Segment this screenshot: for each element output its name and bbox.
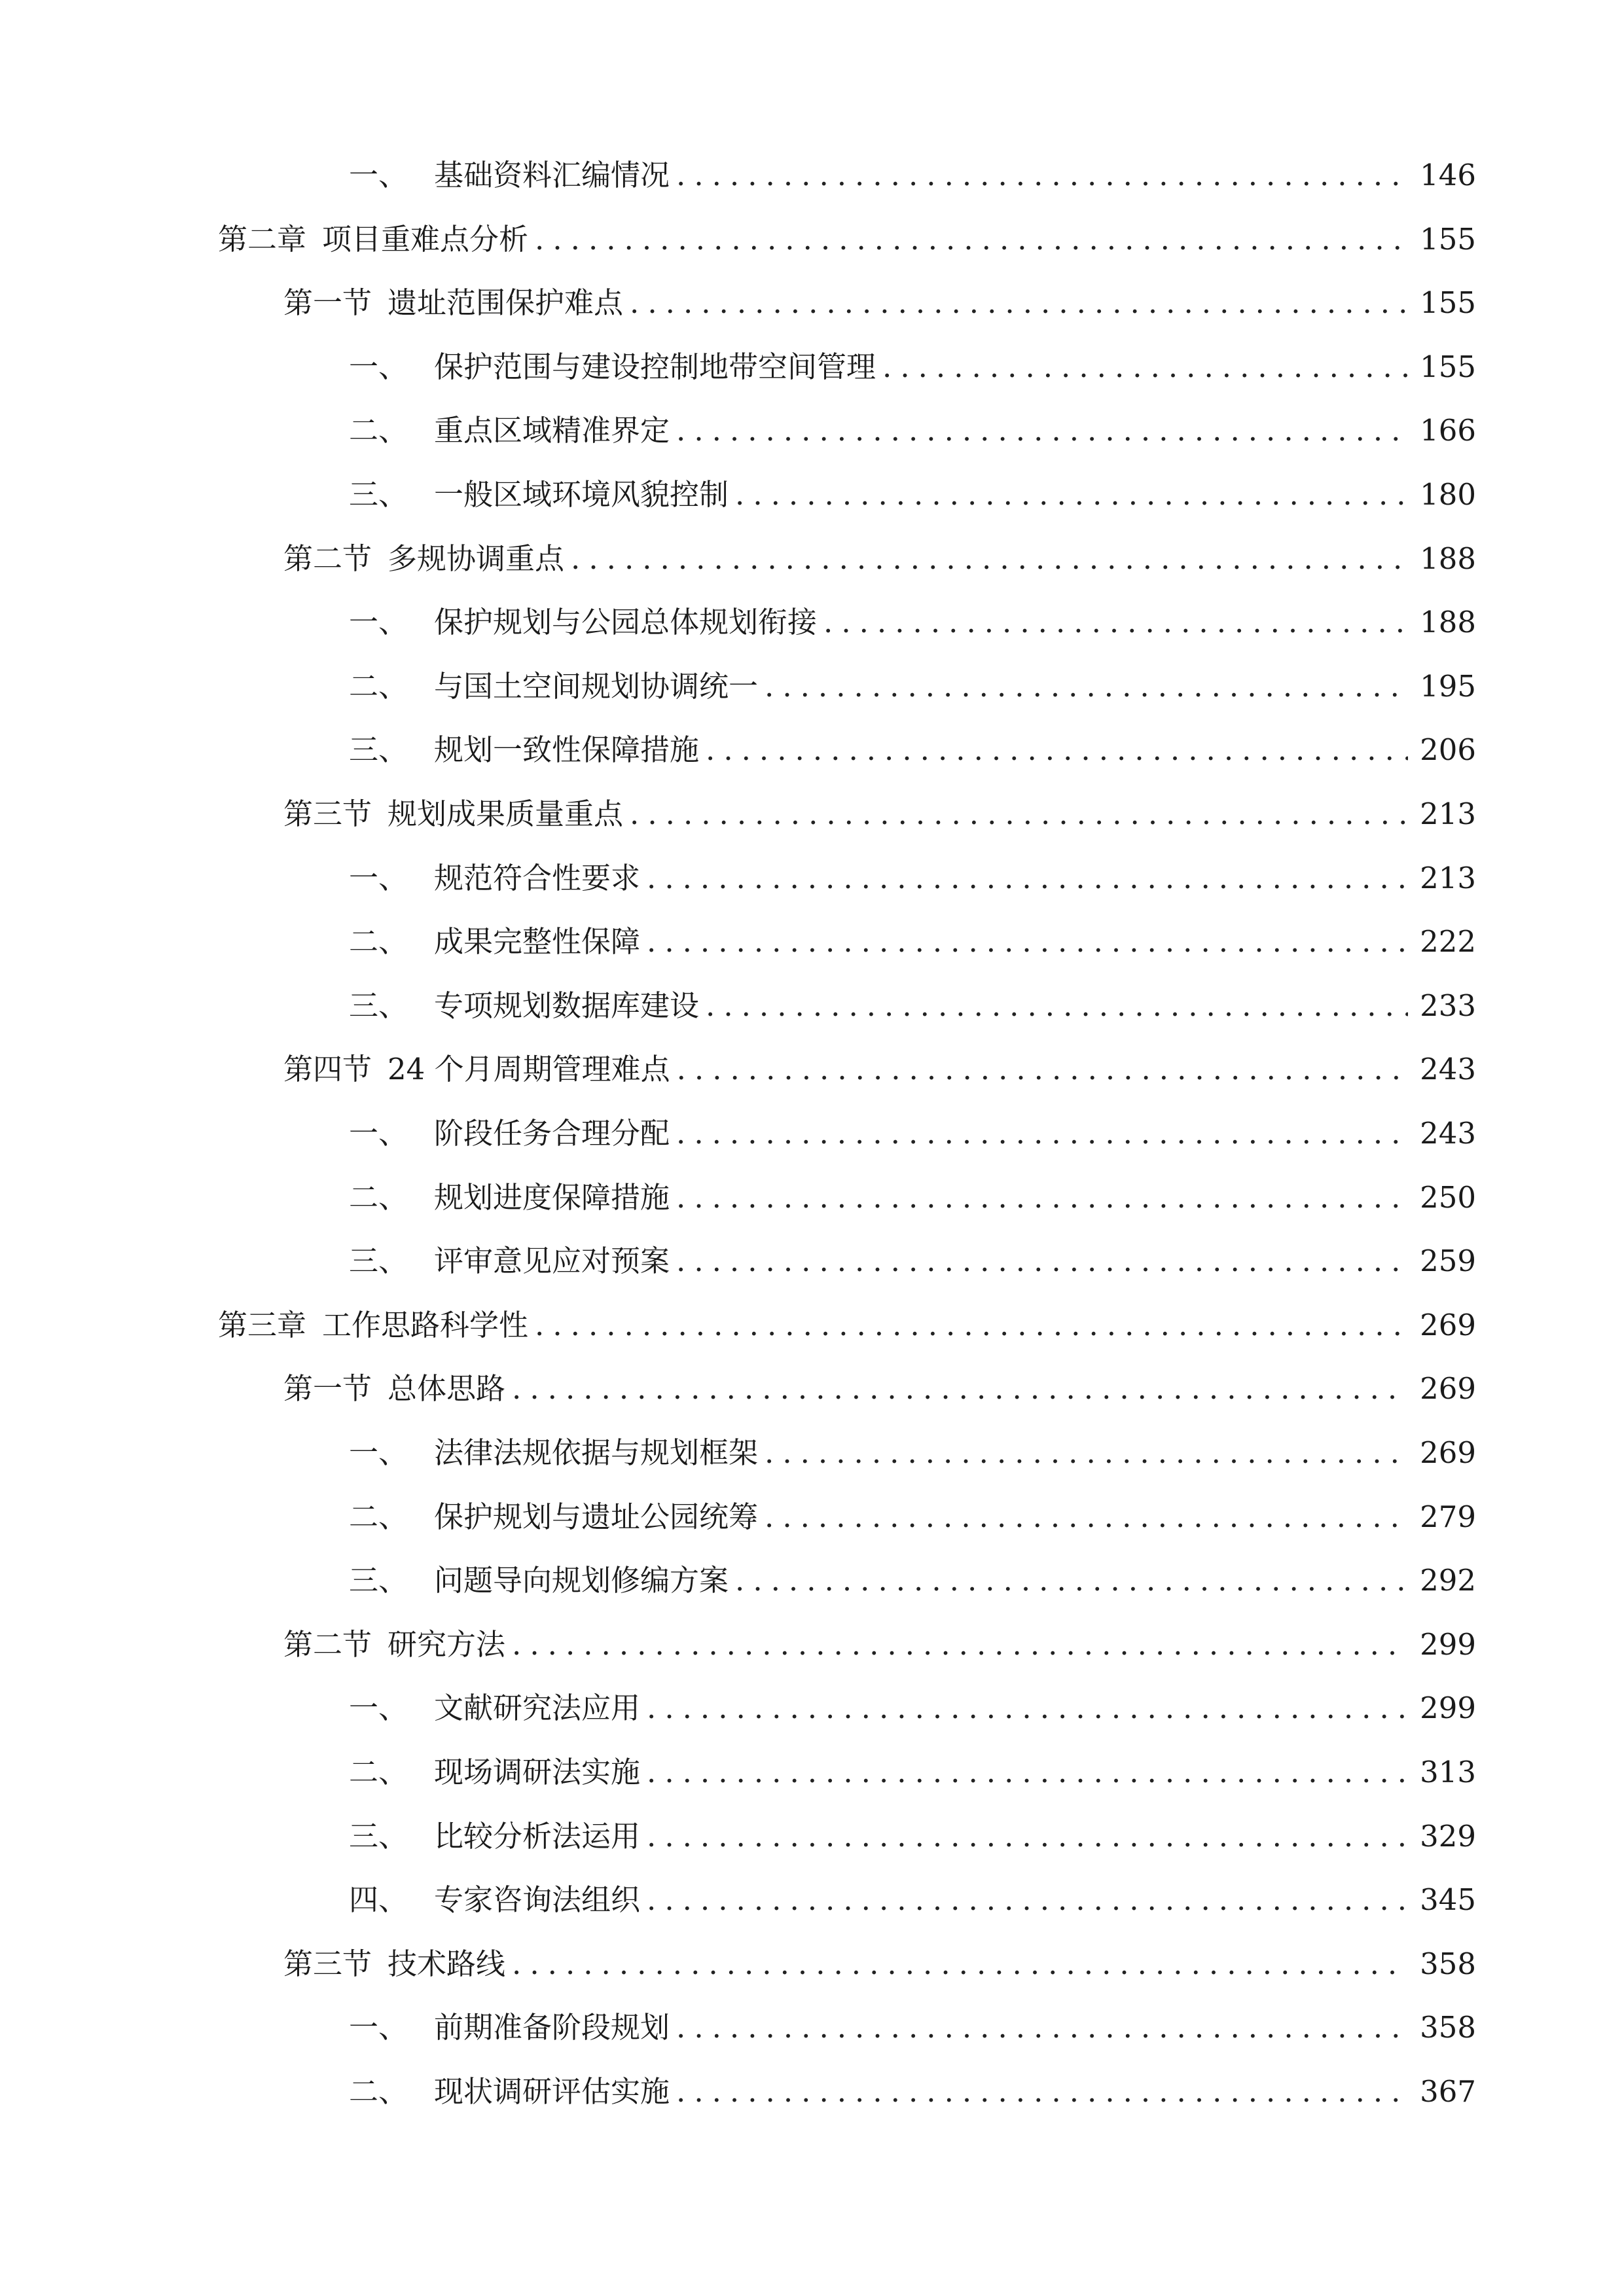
toc-entry-page-number: 269	[1420, 1371, 1476, 1406]
toc-entry[interactable]	[283, 1369, 1476, 1408]
toc-entry-number: 四、	[349, 1882, 408, 1917]
toc-dot-leader	[512, 1369, 1408, 1408]
toc-entry-number: 一、	[349, 1691, 408, 1725]
toc-entry-page-number: 358	[1420, 1946, 1476, 1981]
toc-entry-page-number: 269	[1420, 1435, 1476, 1470]
toc-dot-leader	[512, 1625, 1408, 1664]
toc-dot-leader	[735, 1561, 1408, 1600]
toc-entry-page-number: 195	[1420, 669, 1476, 704]
toc-dot-leader	[823, 603, 1408, 642]
toc-entry-number: 三、	[349, 477, 408, 512]
toc-entry-title: 成果完整性保障	[434, 924, 641, 959]
toc-entry[interactable]	[349, 1114, 1476, 1153]
toc-entry-title: 评审意见应对预案	[434, 1244, 670, 1278]
toc-entry[interactable]	[349, 2008, 1476, 2047]
toc-entry-title: 多规协调重点	[388, 541, 565, 576]
toc-entry[interactable]	[349, 1880, 1476, 1920]
toc-entry-number: 二、	[349, 1755, 408, 1789]
toc-entry[interactable]	[349, 411, 1476, 450]
toc-entry[interactable]	[283, 1945, 1476, 1984]
toc-entry-page-number: 213	[1420, 797, 1476, 831]
toc-entry-page-number: 233	[1420, 988, 1476, 1023]
toc-entry-page-number: 243	[1420, 1116, 1476, 1151]
toc-entry-title: 遗址范围保护难点	[388, 285, 624, 320]
toc-entry[interactable]	[283, 1625, 1476, 1664]
toc-entry-title: 24 个月周期管理难点	[388, 1052, 670, 1086]
toc-entry-number: 第一节	[283, 285, 372, 320]
toc-entry[interactable]	[349, 1498, 1476, 1537]
toc-entry[interactable]	[349, 475, 1476, 514]
toc-entry-title: 比较分析法运用	[434, 1819, 641, 1854]
toc-dot-leader	[535, 220, 1408, 259]
toc-dot-leader	[706, 986, 1408, 1026]
toc-entry-title: 现状调研评估实施	[434, 2074, 670, 2109]
toc-entry-title: 一般区域环境风貌控制	[434, 477, 729, 512]
toc-entry-title: 规范符合性要求	[434, 861, 641, 895]
toc-entry-number: 二、	[349, 413, 408, 448]
toc-entry-number: 二、	[349, 2074, 408, 2109]
toc-entry-number: 一、	[349, 1116, 408, 1151]
toc-entry-title: 项目重难点分析	[322, 222, 529, 257]
toc-entry-title: 工作思路科学性	[322, 1308, 529, 1342]
toc-entry[interactable]	[349, 1433, 1476, 1473]
toc-entry-page-number: 188	[1420, 605, 1476, 639]
toc-entry-title: 前期准备阶段规划	[434, 2010, 670, 2045]
toc-dot-leader	[676, 1242, 1408, 1281]
toc-entry[interactable]	[349, 859, 1476, 898]
toc-entry-title: 保护范围与建设控制地带空间管理	[434, 350, 876, 384]
toc-dot-leader	[735, 475, 1408, 514]
toc-entry-title: 规划进度保障措施	[434, 1180, 670, 1215]
toc-entry-number: 二、	[349, 1180, 408, 1215]
toc-entry-number: 第二节	[283, 1627, 372, 1662]
toc-entry-title: 阶段任务合理分配	[434, 1116, 670, 1151]
toc-entry-page-number: 299	[1420, 1691, 1476, 1725]
toc-entry-page-number: 299	[1420, 1627, 1476, 1662]
toc-dot-leader	[882, 348, 1408, 387]
toc-entry-number: 第三章	[218, 1308, 307, 1342]
toc-entry[interactable]	[349, 1242, 1476, 1281]
toc-entry[interactable]	[349, 1561, 1476, 1600]
toc-dot-leader	[647, 1817, 1408, 1856]
toc-entry[interactable]	[283, 1050, 1476, 1089]
toc-entry-page-number: 155	[1420, 222, 1476, 257]
toc-dot-leader	[676, 1178, 1408, 1217]
toc-entry-title: 法律法规依据与规划框架	[434, 1435, 759, 1470]
toc-entry-page-number: 243	[1420, 1052, 1476, 1086]
toc-entry-title: 与国土空间规划协调统一	[434, 669, 759, 704]
toc-entry-title: 规划一致性保障措施	[434, 732, 700, 767]
toc-entry-page-number: 292	[1420, 1563, 1476, 1598]
toc-entry-title: 重点区域精准界定	[434, 413, 670, 448]
toc-entry-number: 三、	[349, 1563, 408, 1598]
toc-entry-page-number: 279	[1420, 1499, 1476, 1534]
toc-entry-page-number: 259	[1420, 1244, 1476, 1278]
toc-entry-page-number: 358	[1420, 2010, 1476, 2045]
toc-entry-number: 第二章	[218, 222, 307, 257]
toc-entry-title: 现场调研法实施	[434, 1755, 641, 1789]
toc-entry-number: 三、	[349, 732, 408, 767]
toc-entry-number: 第三节	[283, 1946, 372, 1981]
toc-entry[interactable]	[349, 986, 1476, 1026]
toc-entry-number: 第二节	[283, 541, 372, 576]
toc-dot-leader	[706, 730, 1408, 770]
toc-dot-leader	[535, 1306, 1408, 1345]
toc-entry[interactable]	[349, 348, 1476, 387]
toc-entry-number: 二、	[349, 669, 408, 704]
toc-dot-leader	[647, 859, 1408, 898]
toc-dot-leader	[647, 1753, 1408, 1792]
toc-dot-leader	[676, 156, 1408, 195]
toc-dot-leader	[765, 667, 1408, 706]
toc-entry-number: 二、	[349, 924, 408, 959]
toc-entry-page-number: 250	[1420, 1180, 1476, 1215]
toc-entry-number: 一、	[349, 158, 408, 192]
toc-entry-number: 第四节	[283, 1052, 372, 1086]
toc-entry-number: 一、	[349, 605, 408, 639]
toc-dot-leader	[512, 1945, 1408, 1984]
toc-entry-page-number: 206	[1420, 732, 1476, 767]
toc-entry[interactable]	[349, 1689, 1476, 1728]
toc-entry[interactable]	[349, 922, 1476, 961]
toc-dot-leader	[647, 1689, 1408, 1728]
toc-entry[interactable]	[283, 539, 1476, 579]
toc-entry-page-number: 313	[1420, 1755, 1476, 1789]
toc-entry-page-number: 367	[1420, 2074, 1476, 2109]
toc-entry[interactable]	[349, 667, 1476, 706]
toc-entry-title: 文献研究法应用	[434, 1691, 641, 1725]
toc-entry-page-number: 180	[1420, 477, 1476, 512]
toc-entry-number: 三、	[349, 988, 408, 1023]
toc-dot-leader	[630, 795, 1408, 834]
toc-entry-title: 保护规划与公园总体规划衔接	[434, 605, 818, 639]
toc-entry[interactable]	[218, 1306, 1476, 1345]
toc-entry-page-number: 213	[1420, 861, 1476, 895]
toc-dot-leader	[647, 1880, 1408, 1920]
toc-entry-number: 一、	[349, 350, 408, 384]
toc-dot-leader	[677, 1050, 1409, 1089]
toc-entry-number: 一、	[349, 2010, 408, 2045]
toc-entry-number: 二、	[349, 1499, 408, 1534]
toc-entry-page-number: 166	[1420, 413, 1476, 448]
toc-entry-page-number: 329	[1420, 1819, 1476, 1854]
toc-entry-page-number: 155	[1420, 285, 1476, 320]
toc-entry-page-number: 188	[1420, 541, 1476, 576]
toc-entry[interactable]	[283, 795, 1476, 834]
toc-entry-title: 技术路线	[388, 1946, 506, 1981]
toc-entry[interactable]	[349, 1178, 1476, 1217]
toc-entry-number: 三、	[349, 1819, 408, 1854]
toc-entry-title: 问题导向规划修编方案	[434, 1563, 729, 1598]
toc-entry[interactable]	[218, 220, 1476, 259]
toc-entry-title: 专家咨询法组织	[434, 1882, 641, 1917]
toc-entry-number: 一、	[349, 1435, 408, 1470]
toc-entry[interactable]	[349, 1817, 1476, 1856]
toc-entry-number: 三、	[349, 1244, 408, 1278]
toc-entry-number: 一、	[349, 861, 408, 895]
toc-dot-leader	[765, 1498, 1408, 1537]
toc-dot-leader	[676, 2072, 1408, 2111]
toc-entry[interactable]	[349, 603, 1476, 642]
toc-entry-page-number: 155	[1420, 350, 1476, 384]
toc-entry-title: 基础资料汇编情况	[434, 158, 670, 192]
toc-entry-number: 第三节	[283, 797, 372, 831]
toc-dot-leader	[647, 922, 1408, 961]
toc-entry-number: 第一节	[283, 1371, 372, 1406]
toc-entry-page-number: 222	[1420, 924, 1476, 959]
toc-dot-leader	[676, 1114, 1408, 1153]
toc-dot-leader	[676, 411, 1408, 450]
toc-entry-title: 规划成果质量重点	[388, 797, 624, 831]
toc-entry[interactable]	[349, 1753, 1476, 1792]
toc-entry-title: 总体思路	[388, 1371, 506, 1406]
toc-entry[interactable]	[349, 730, 1476, 770]
toc-entry-title: 研究方法	[388, 1627, 506, 1662]
toc-dot-leader	[676, 2008, 1408, 2047]
toc-dot-leader	[571, 539, 1408, 579]
toc-entry-title: 保护规划与遗址公园统筹	[434, 1499, 759, 1534]
toc-entry[interactable]	[349, 156, 1476, 195]
toc-entry-page-number: 345	[1420, 1882, 1476, 1917]
toc-entry-page-number: 269	[1420, 1308, 1476, 1342]
toc-entry[interactable]	[349, 2072, 1476, 2111]
toc-entry-title: 专项规划数据库建设	[434, 988, 700, 1023]
toc-dot-leader	[630, 283, 1408, 323]
toc-dot-leader	[765, 1433, 1408, 1473]
toc-entry-page-number: 146	[1420, 158, 1476, 192]
toc-entry[interactable]	[283, 283, 1476, 323]
